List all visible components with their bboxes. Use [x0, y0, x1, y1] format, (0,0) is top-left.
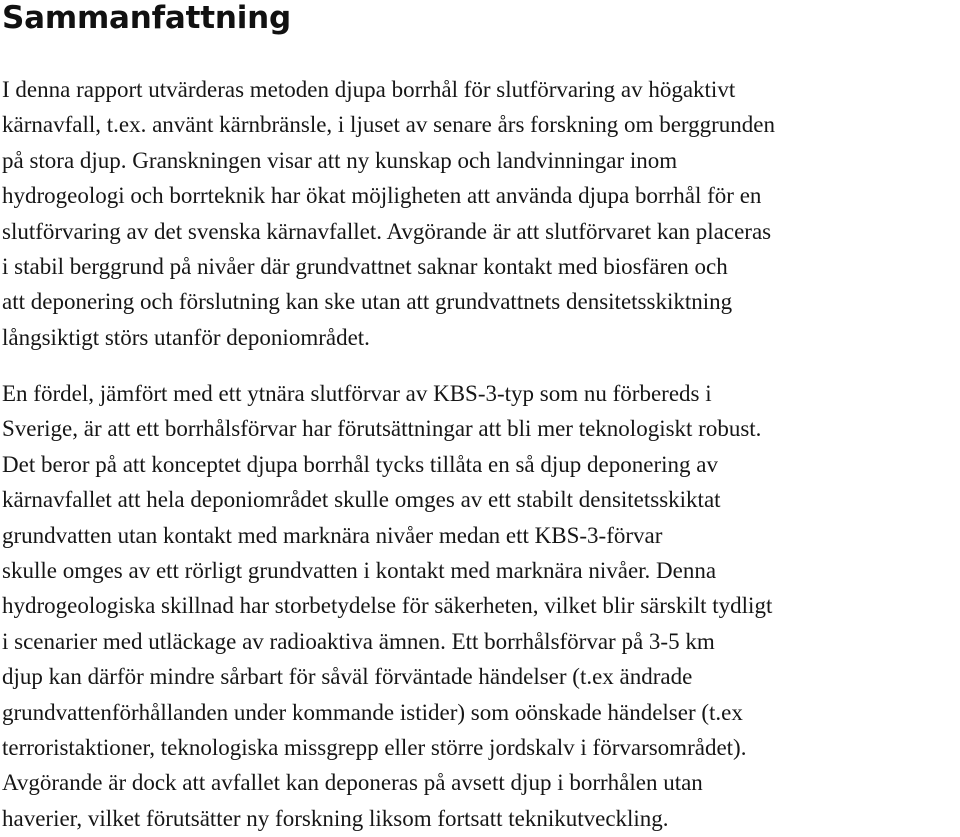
paragraph-2 [2, 376, 772, 836]
paragraph-line: Sverige, är att ett borrhålsförvar har förutsättningar att bli mer teknologiskt robust. [2, 416, 762, 442]
paragraph-line: terroristaktioner, teknologiska missgrepp eller större jordskalv i förvarsområdet). [2, 734, 747, 760]
paragraph-line: långsiktigt störs utanför deponiområdet. [2, 324, 370, 350]
paragraph-line: grundvatten utan kontakt med marknära nivåer medan ett KBS-3-förvar [2, 522, 663, 548]
paragraph-line: i scenarier med utläckage av radioaktiva ämnen. Ett borrhålsförvar på 3-5 km [2, 628, 715, 654]
paragraph-line: grundvattenförhållanden under kommande istider) som oönskade händelser (t.ex [2, 699, 743, 725]
paragraph-line: skulle omges av ett rörligt grundvatten i kontakt med marknära nivåer. Denna [2, 557, 717, 583]
paragraph-line: hydrogeologi och borrteknik har ökat möjligheten att använda djupa borrhål för en [2, 183, 762, 209]
paragraph-line: kärnavfall, t.ex. använt kärnbränsle, i ljuset av senare års forskning om berggrunden [2, 112, 776, 138]
paragraph-line: I denna rapport utvärderas metoden djupa borrhål för slutförvaring av högaktivt [2, 77, 736, 102]
section-heading: Sammanfattning [2, 0, 292, 36]
paragraph-line: i stabil berggrund på nivåer där grundvattnet saknar kontakt med biosfären och [2, 253, 728, 279]
paragraph-line: slutförvaring av det svenska kärnavfallet. Avgörande är att slutförvaret kan placeras [2, 218, 772, 244]
paragraph-line: Det beror på att konceptet djupa borrhål tycks tillåta en så djup deponering av [2, 451, 718, 477]
paragraph-line: hydrogeologiska skillnad har storbetydelse för säkerheten, vilket blir särskilt tydligt [2, 593, 773, 619]
paragraph-line: Avgörande är dock att avfallet kan deponeras på avsett djup i borrhålen utan [2, 770, 703, 796]
paragraph-1 [2, 72, 775, 355]
paragraph-line: kärnavfallet att hela deponiområdet skulle omges av ett stabilt densitetsskiktat [2, 487, 721, 513]
paragraph-line: En fördel, jämfört med ett ytnära slutförvar av KBS-3-typ som nu förbereds i [2, 381, 712, 406]
paragraph-line: att deponering och förslutning kan ske utan att grundvattnets densitetsskiktning [2, 289, 733, 315]
paragraph-line: djup kan därför mindre sårbart för såväl förväntade händelser (t.ex ändrade [2, 664, 693, 690]
paragraph-line: haverier, vilket förutsätter ny forskning liksom fortsatt teknikutveckling. [2, 805, 669, 831]
paragraph-line: på stora djup. Granskningen visar att ny kunskap och landvinningar inom [2, 147, 678, 173]
